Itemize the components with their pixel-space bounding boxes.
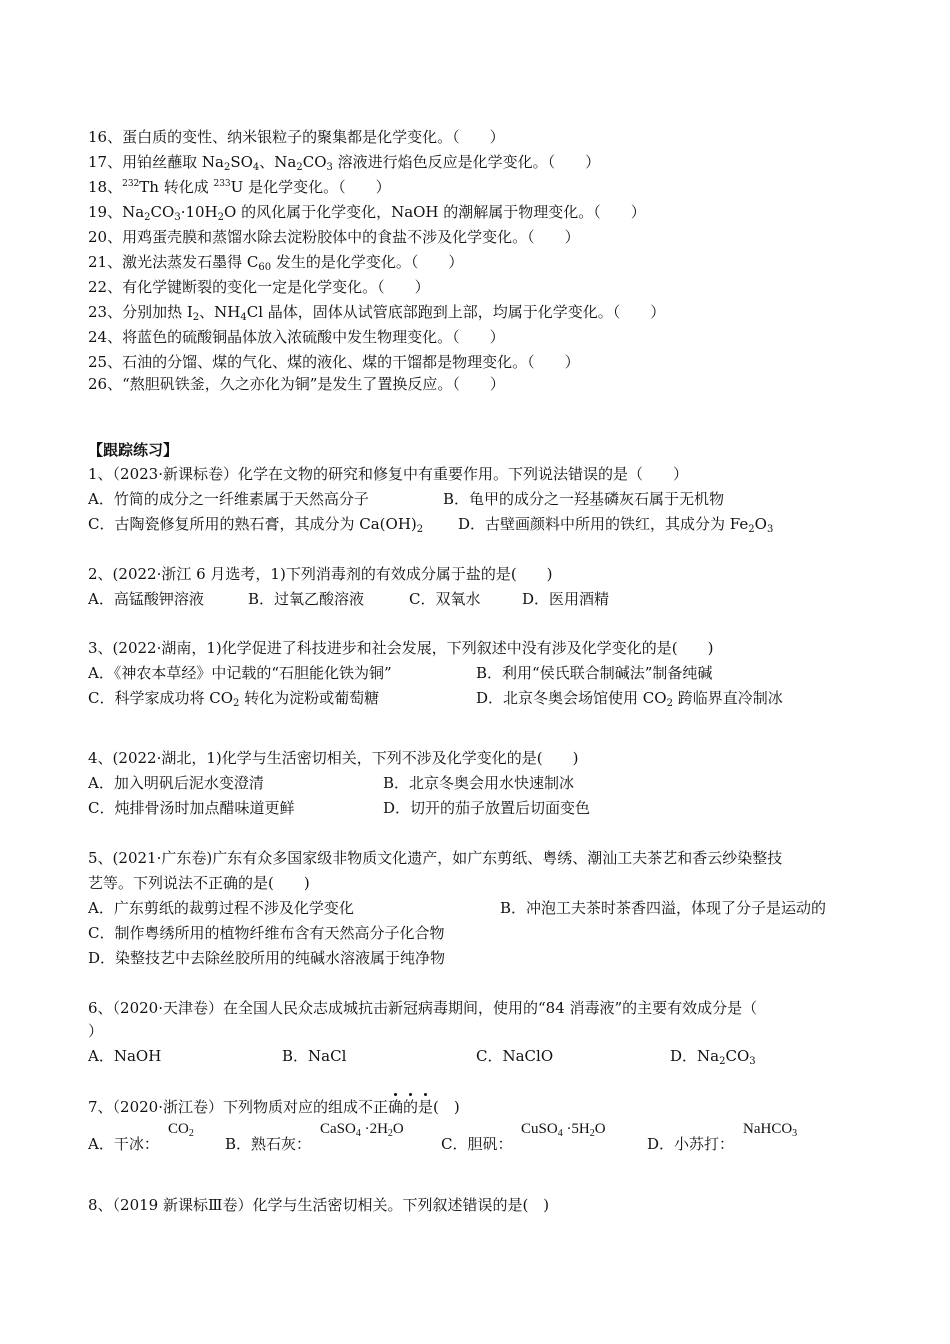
exercise-3-stem: 3、(2022·湖南，1)化学促进了科技进步和社会发展，下列叙述中没有涉及化学变化的是( ) [88,639,714,657]
exercise-6-option-d: D．$Na_2CO_3$ [670,1047,756,1067]
exercise-6-option-b: B．NaCl [282,1047,347,1065]
exercise-4-option-a: A．加入明矾后泥水变澄清 [88,774,264,792]
exercise-5-option-b: B．冲泡工夫茶时茶香四溢，体现了分子是运动的 [500,899,827,917]
exercise-2-option-d: D．医用酒精 [522,590,610,608]
exercise-1-option-a: A．竹简的成分之一纤维素属于天然高分子 [88,490,369,508]
question-22: 22、有化学键断裂的变化一定是化学变化。（ ） [88,278,430,296]
exercise-1-option-c: C．古陶瓷修复所用的熟石膏，其成分为 $Ca(OH)_2$ [88,515,424,535]
exercise-3-option-d: D．北京冬奥会场馆使用 $CO_2$ 跨临界直冷制冰 [476,689,783,709]
exercise-1-option-d: D．古壁画颜料中所用的铁红，其成分为 $Fe_2O_3$ [458,515,774,535]
exercise-6-option-c: C．NaClO [476,1047,554,1065]
emphasis-dot [409,1093,412,1096]
question-26: 26、“熬胆矾铁釜，久之亦化为铜”是发生了置换反应。（ ） [88,375,505,393]
exercise-2-stem: 2、(2022·浙江 6 月选考，1)下列消毒剂的有效成分属于盐的是( ) [88,565,553,583]
question-24: 24、将蓝色的硫酸铜晶体放入浓硫酸中发生物理变化。（ ） [88,328,505,346]
question-18: 18、$^{232}$Th 转化成 $^{233}$U 是化学变化。（ ） [88,178,391,196]
exercise-1-option-b: B．龟甲的成分之一羟基磷灰石属于无机物 [443,490,725,508]
exercise-7-stem: 7、（2020·浙江卷）下列物质对应的组成不正确的是( ) [88,1098,460,1116]
exercise-7-formula-a: $CO_2$ [168,1121,194,1139]
question-16: 16、蛋白质的变性、纳米银粒子的聚集都是化学变化。（ ） [88,128,505,146]
exercise-3-option-b: B．利用“侯氏联合制碱法”制备纯碱 [476,664,713,682]
exercise-2-option-c: C．双氧水 [409,590,481,608]
exercise-1-stem: 1、（2023·新课标卷）化学在文物的研究和修复中有重要作用。下列说法错误的是（ ） [88,465,688,483]
question-17: 17、用铂丝蘸取 $Na_2SO_4$、$Na_2CO_3$ 溶液进行焰色反应是化学变化。（ ） [88,153,601,173]
exercise-4-option-c: C．炖排骨汤时加点醋味道更鲜 [88,799,295,817]
exercise-7-option-d: D．小苏打： [647,1135,735,1153]
exercise-4-option-b: B．北京冬奥会用水快速制冰 [383,774,575,792]
exercise-8-stem: 8、（2019 新课标Ⅲ卷）化学与生活密切相关。下列叙述错误的是( ) [88,1196,550,1214]
exercise-7-formula-b: CaSO$_4$ $\cdot 2H_2O$ [320,1121,404,1139]
exercise-6-stem-line2: ） [88,1022,104,1040]
exercise-7-option-a: A．干冰： [88,1135,159,1153]
exercise-7-formula-d: NaHCO$_3$ [743,1121,798,1139]
emphasis-dot [394,1093,397,1096]
question-20: 20、用鸡蛋壳膜和蒸馏水除去淀粉胶体中的食盐不涉及化学变化。（ ） [88,228,580,246]
exercise-4-stem: 4、(2022·湖北，1)化学与生活密切相关，下列不涉及化学变化的是( ) [88,749,579,767]
exercise-7-formula-c: CuSO$_4$ $\cdot 5H_2O$ [521,1121,606,1139]
exercise-5-option-c: C．制作粤绣所用的植物纤维布含有天然高分子化合物 [88,924,445,942]
exercise-7-option-b: B．熟石灰： [225,1135,312,1153]
exercise-7-option-c: C．胆矾： [441,1135,513,1153]
question-23: 23、分别加热 $I_2$、$NH_4Cl$ 晶体，固体从试管底部跑到上部，均属于化学变化。（ ） [88,303,666,323]
exercise-5-stem-line2: 艺等。下列说法不正确的是( ) [88,874,310,892]
exercise-6-stem-line1: 6、（2020·天津卷）在全国人民众志成城抗击新冠病毒期间，使用的“84 消毒液”的主要有效成分是（ [88,999,758,1017]
exercise-6-option-a: A．NaOH [88,1047,162,1065]
section-heading: 【跟踪练习】 [88,441,179,459]
question-25: 25、石油的分馏、煤的气化、煤的液化、煤的干馏都是物理变化。（ ） [88,353,580,371]
exercise-5-stem-line1: 5、(2021·广东卷)广东有众多国家级非物质文化遗产，如广东剪纸、粤绣、潮汕工夫茶艺和香云纱染整技 [88,849,783,867]
exercise-2-option-b: B．过氧乙酸溶液 [248,590,365,608]
exercise-2-option-a: A．高锰酸钾溶液 [88,590,204,608]
exercise-4-option-d: D．切开的茄子放置后切面变色 [383,799,591,817]
exercise-5-option-a: A．广东剪纸的裁剪过程不涉及化学变化 [88,899,354,917]
emphasis-dot [424,1093,427,1096]
exercise-5-option-d: D．染整技艺中去除丝胶所用的纯碱水溶液属于纯净物 [88,949,446,967]
exercise-3-option-a: A．《神农本草经》中记载的“石胆能化铁为铜” [88,664,392,682]
question-21: 21、激光法蒸发石墨得 $C_{60}$ 发生的是化学变化。（ ） [88,253,464,273]
exercise-3-option-c: C．科学家成功将 $CO_2$ 转化为淀粉或葡萄糖 [88,689,380,709]
question-19: 19、$Na_2CO_3\cdot 10H_2O$ 的风化属于化学变化，NaOH 的潮解属于物理变化。（ ） [88,203,646,223]
